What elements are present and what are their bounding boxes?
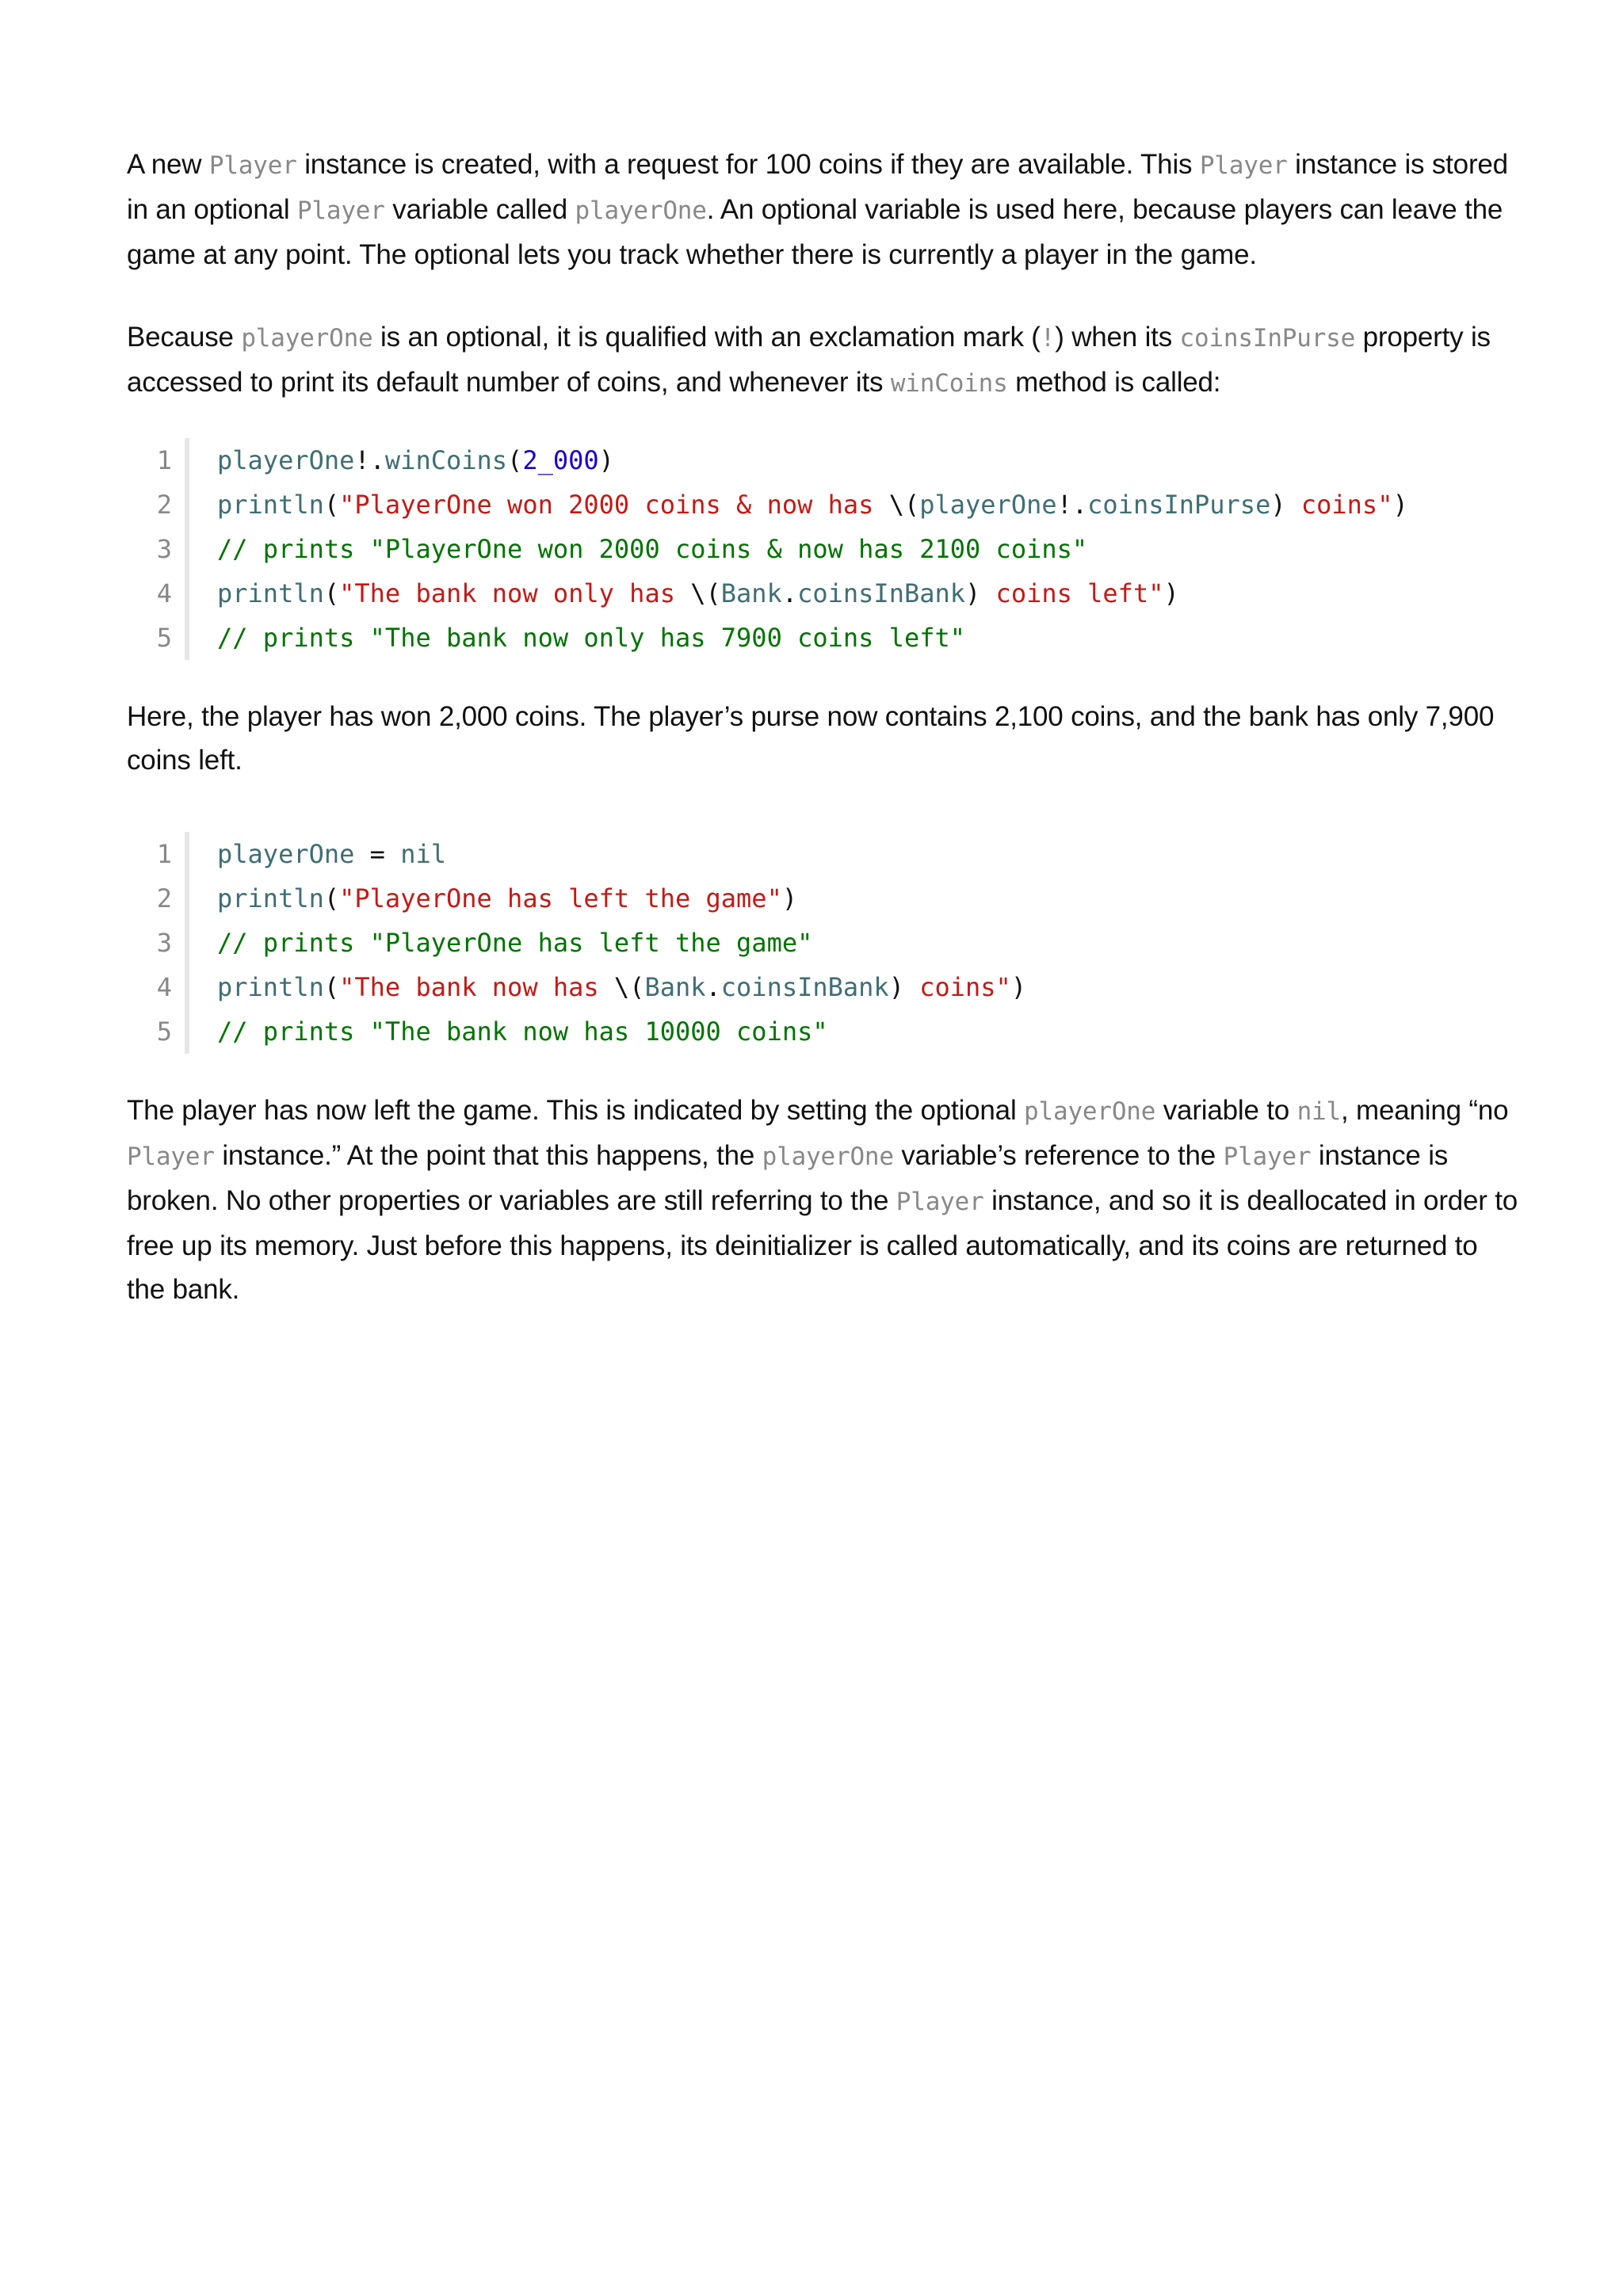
code-token: ( bbox=[507, 445, 523, 475]
code-token: coinsInPurse bbox=[1087, 490, 1271, 520]
code-source bbox=[189, 1009, 1522, 1054]
code-token: nil bbox=[400, 839, 446, 869]
code-token: ( bbox=[323, 578, 340, 608]
code-source bbox=[189, 438, 1522, 482]
code-token: = bbox=[354, 839, 401, 869]
line-number: 1 bbox=[156, 839, 172, 869]
paragraph-optional-unwrap bbox=[127, 315, 1522, 406]
code-token: ) bbox=[965, 578, 981, 608]
code-source bbox=[189, 527, 1522, 571]
code-token: Bank bbox=[720, 578, 782, 608]
code-token: !. bbox=[1056, 490, 1088, 520]
code-token: ) bbox=[781, 883, 798, 913]
code-token: playerOne bbox=[217, 839, 355, 869]
code-token: ) bbox=[1270, 490, 1286, 520]
code-line bbox=[127, 438, 1522, 482]
code-line bbox=[127, 482, 1522, 527]
code-token: coins left" bbox=[980, 578, 1164, 608]
text-run: Here, the player has won 2,000 coins. The player’s purse now contains 2,100 coins, and the bank has only 7,900 coins left. bbox=[127, 701, 1495, 776]
inline-code: Player bbox=[1199, 151, 1288, 180]
text-run: variable called bbox=[384, 194, 575, 225]
code-token: "PlayerOne won 2000 coins & now has bbox=[339, 490, 889, 520]
text-run: The player has now left the game. This is indicated by setting the optional bbox=[127, 1095, 1025, 1126]
code-source bbox=[189, 921, 1522, 965]
code-token: ( bbox=[323, 972, 340, 1002]
code-token: ) bbox=[888, 972, 904, 1002]
line-number: 3 bbox=[156, 534, 172, 564]
code-token: . bbox=[705, 972, 721, 1002]
text-run: ) when its bbox=[1055, 322, 1180, 353]
code-token: "PlayerOne has left the game" bbox=[339, 883, 782, 913]
code-line bbox=[127, 527, 1522, 571]
code-token: println bbox=[217, 490, 324, 520]
text-run: instance, and so it is deallocated in order to free up its memory. Just before this happens, its deinitializer is called automatically, and its coins are returned to the bank. bbox=[127, 1185, 1518, 1305]
inline-code: winCoins bbox=[890, 369, 1008, 398]
code-token: ) bbox=[598, 445, 614, 475]
code-token: . bbox=[781, 578, 798, 608]
code-token: coinsInBank bbox=[797, 578, 966, 608]
code-token: \( bbox=[888, 490, 920, 520]
inline-code: Player bbox=[1223, 1142, 1312, 1171]
inline-code: ! bbox=[1040, 324, 1056, 353]
line-number: 2 bbox=[156, 490, 172, 520]
code-token: ) bbox=[1163, 578, 1179, 608]
line-number: 1 bbox=[156, 445, 172, 475]
inline-code: Player bbox=[208, 151, 297, 180]
inline-code: playerOne bbox=[1024, 1097, 1156, 1126]
paragraph-coins-won bbox=[127, 695, 1522, 782]
paragraph-deinitializer bbox=[127, 1089, 1522, 1311]
paragraph-player-instance bbox=[127, 143, 1522, 277]
inline-code: Player bbox=[127, 1142, 215, 1171]
code-source bbox=[189, 832, 1522, 876]
text-run: variable to bbox=[1155, 1095, 1297, 1126]
code-token: winCoins bbox=[384, 445, 508, 475]
code-line bbox=[127, 616, 1522, 660]
code-token: // prints "The bank now has 10000 coins" bbox=[217, 1016, 828, 1047]
text-run: method is called: bbox=[1007, 367, 1221, 398]
code-token: println bbox=[217, 883, 324, 913]
text-run: Because bbox=[127, 322, 242, 353]
inline-code: Player bbox=[896, 1188, 984, 1216]
code-token: coins" bbox=[903, 972, 1011, 1002]
code-listing-win-coins bbox=[127, 438, 1522, 660]
code-token: "The bank now has bbox=[339, 972, 614, 1002]
line-number: 5 bbox=[156, 623, 172, 653]
line-number: 5 bbox=[156, 1016, 172, 1047]
code-source bbox=[189, 571, 1522, 616]
code-token: // prints "PlayerOne won 2000 coins & now has 2100 coins" bbox=[217, 534, 1088, 564]
text-run: . An optional variable is used here, because players can leave the game at any point. The optional lets you track whether there is currently a player in the game. bbox=[127, 194, 1503, 270]
code-token: coinsInBank bbox=[720, 972, 889, 1002]
inline-code: playerOne bbox=[575, 196, 707, 225]
code-token: ) bbox=[1010, 972, 1027, 1002]
code-token: ( bbox=[323, 883, 340, 913]
code-token: ( bbox=[323, 490, 340, 520]
line-number: 4 bbox=[156, 578, 172, 608]
code-line bbox=[127, 876, 1522, 921]
code-source bbox=[189, 965, 1522, 1009]
text-run: instance is stored in an optional bbox=[127, 149, 1508, 225]
inline-code: Player bbox=[296, 196, 385, 225]
code-token: Bank bbox=[644, 972, 706, 1002]
text-run: instance.” At the point that this happens, the bbox=[214, 1140, 762, 1171]
code-token: // prints "PlayerOne has left the game" bbox=[217, 928, 813, 958]
code-token: \( bbox=[613, 972, 645, 1002]
text-run: , meaning “no bbox=[1340, 1095, 1509, 1126]
code-listing-player-leaves bbox=[127, 832, 1522, 1054]
text-run: property is accessed to print its default number of coins, and whenever its bbox=[127, 322, 1491, 398]
code-token: !. bbox=[354, 445, 385, 475]
code-token: ) bbox=[1392, 490, 1408, 520]
code-token: "The bank now only has bbox=[339, 578, 691, 608]
code-source bbox=[189, 876, 1522, 921]
code-token: \( bbox=[690, 578, 721, 608]
text-run: is an optional, it is qualified with an exclamation mark ( bbox=[372, 322, 1041, 353]
code-token: 2_000 bbox=[522, 445, 599, 475]
document-page bbox=[127, 143, 1522, 1311]
line-number: 3 bbox=[156, 928, 172, 958]
code-line bbox=[127, 571, 1522, 616]
inline-code: coinsInPurse bbox=[1179, 324, 1356, 353]
line-number: 4 bbox=[156, 972, 172, 1002]
code-line bbox=[127, 965, 1522, 1009]
code-source bbox=[189, 616, 1522, 660]
code-source bbox=[189, 482, 1522, 527]
code-token: playerOne bbox=[217, 445, 355, 475]
code-token: println bbox=[217, 578, 324, 608]
text-run: A new bbox=[127, 149, 209, 180]
text-run: variable’s reference to the bbox=[893, 1140, 1224, 1171]
code-line bbox=[127, 1009, 1522, 1054]
inline-code: playerOne bbox=[241, 324, 373, 353]
line-number: 2 bbox=[156, 883, 172, 913]
code-line bbox=[127, 832, 1522, 876]
code-token: println bbox=[217, 972, 324, 1002]
inline-code: nil bbox=[1296, 1097, 1341, 1126]
inline-code: playerOne bbox=[762, 1142, 894, 1171]
text-run: instance is created, with a request for 100 coins if they are available. This bbox=[296, 149, 1200, 180]
code-token: // prints "The bank now only has 7900 coins left" bbox=[217, 623, 966, 653]
code-token: playerOne bbox=[919, 490, 1057, 520]
code-token: coins" bbox=[1285, 490, 1393, 520]
code-line bbox=[127, 921, 1522, 965]
text-run: instance is broken. No other properties or variables are still referring to the bbox=[127, 1140, 1449, 1216]
